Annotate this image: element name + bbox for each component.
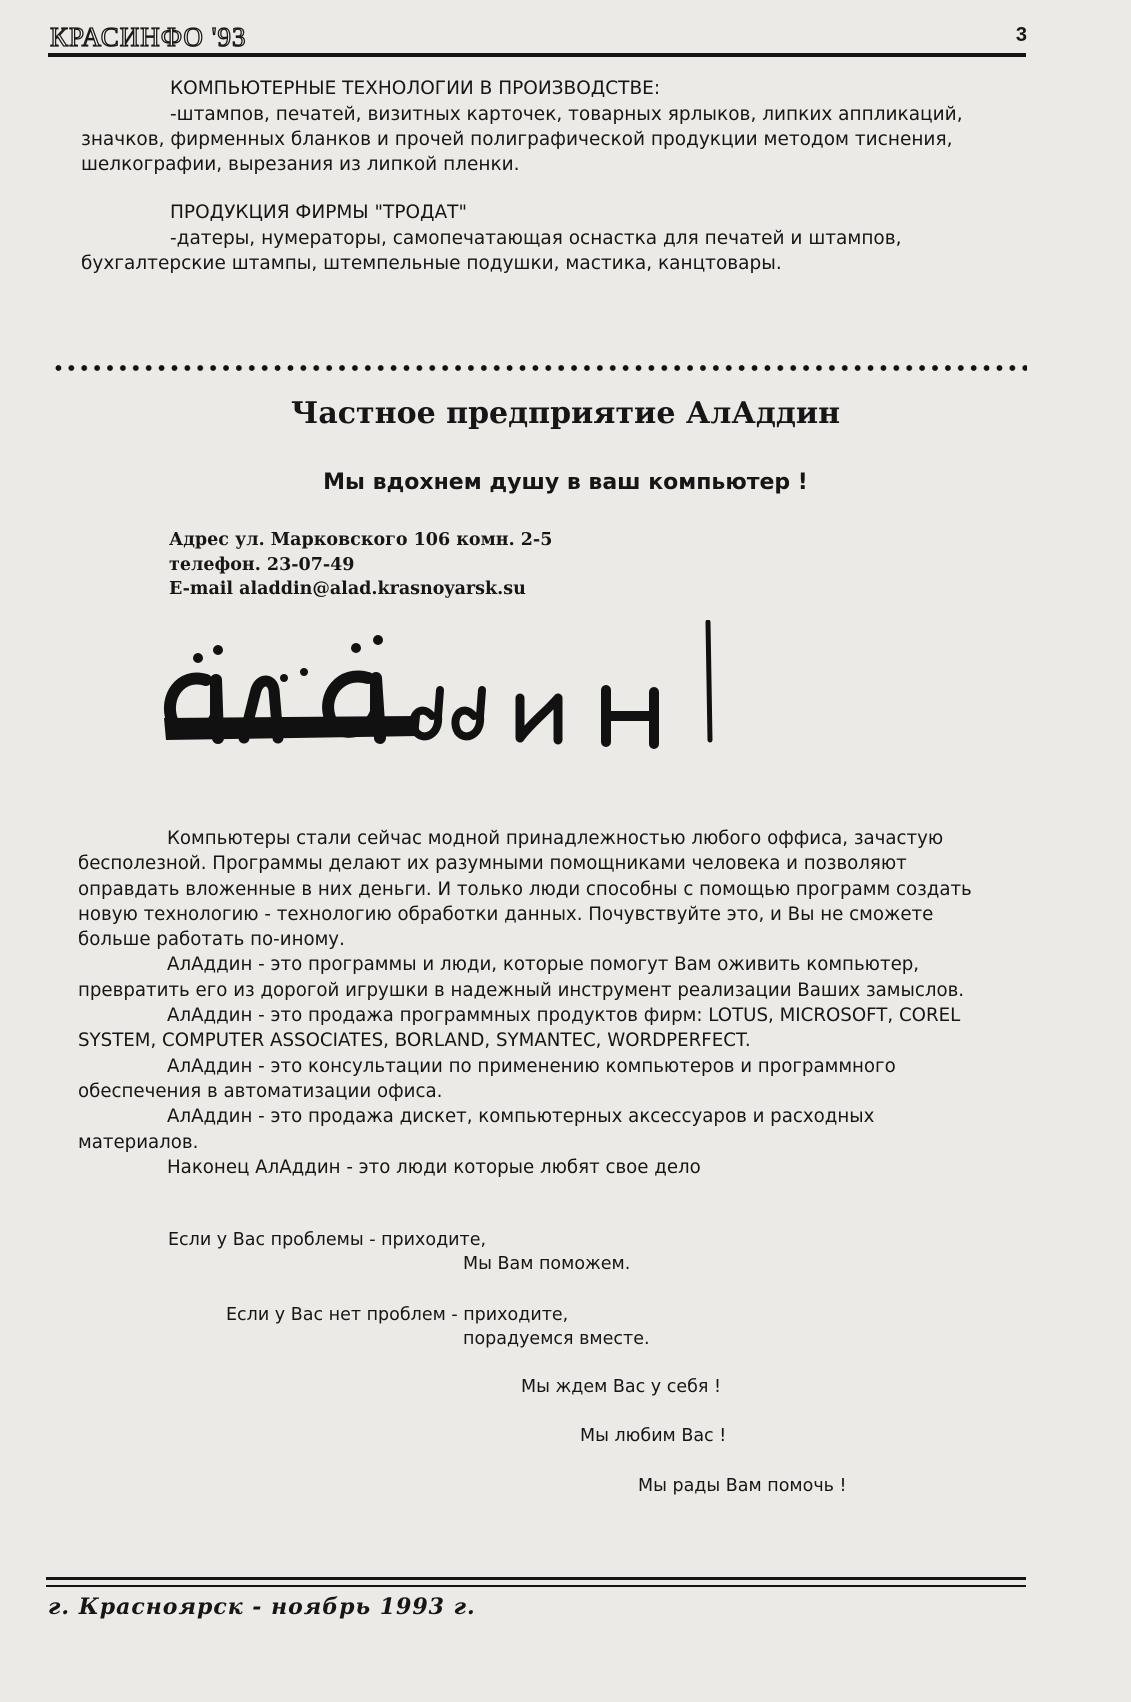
production-line-1: -штампов, печатей, визитных карточек, товарных ярлыков, липких аппликаций, <box>170 104 963 125</box>
header-rule <box>48 53 1026 57</box>
closing-line-7: Мы рады Вам помочь ! <box>638 1476 847 1496</box>
footer-rule <box>46 1577 1026 1580</box>
address: Адрес ул. Марковского 106 комн. 2-5 <box>169 530 553 550</box>
trodat-heading: ПРОДУКЦИЯ ФИРМЫ "ТРОДАТ" <box>170 202 467 223</box>
footer-rule-thin <box>46 1585 1026 1587</box>
dotted-separator <box>52 363 1027 373</box>
ad-paragraph: Наконец АлАддин - это люди которые любят свое дело <box>167 1156 701 1178</box>
ad-paragraph: АлАддин - это продажа программных продуктов фирм: LOTUS, MICROSOFT, COREL SYSTEM, COMPUTER ASSOCIATES, BORLAND, SYMANTEC, WORDPERFECT. <box>78 1005 961 1052</box>
closing-line-2: Мы Вам поможем. <box>463 1254 631 1274</box>
closing-line-4: порадуемся вместе. <box>463 1329 650 1349</box>
ad-paragraph: Компьютеры стали сейчас модной принадлежностью любого оффиса, зачастую бесполезной. Программы делают их разумными помощниками человека и позволяют оправдать вложенные в них деньги. И только люди способны с помощью программ создать новую технологию - технологию обработки данных. Почувствуйте это, и Вы не сможете больше работать по-иному. <box>78 828 972 951</box>
page-number: 3 <box>1015 24 1027 46</box>
masthead: КРАСИНФО '93 <box>50 22 247 52</box>
contact-block <box>169 528 552 602</box>
aladdin-logo <box>160 620 820 780</box>
ad-paragraph: АлАддин - это продажа дискет, компьютерных аксессуаров и расходных материалов. <box>78 1106 875 1153</box>
phone: телефон. 23-07-49 <box>169 554 355 575</box>
production-line-3: шелкографии, вырезания из липкой пленки. <box>81 154 520 175</box>
ad-paragraph: АлАддин - это программы и люди, которые помогут Вам оживить компьютер, превратить его из дорогой игрушки в надежный инструмент реализации Ваших замыслов. <box>78 954 965 1001</box>
trodat-line-2: бухгалтерские штампы, штемпельные подушки, мастика, канцтовары. <box>81 253 782 274</box>
closing-line-5: Мы ждем Вас у себя ! <box>521 1377 721 1397</box>
ad-title: Частное предприятие АлАддин <box>290 396 841 431</box>
production-line-2: значков, фирменных бланков и прочей полиграфической продукции методом тиснения, <box>81 129 953 150</box>
trodat-line-1: -датеры, нумераторы, самопечатающая оснастка для печатей и штампов, <box>170 228 902 249</box>
production-heading: КОМПЬЮТЕРНЫЕ ТЕХНОЛОГИИ В ПРОИЗВОДСТВЕ: <box>170 78 661 99</box>
closing-line-1: Если у Вас проблемы - приходите, <box>168 1230 487 1250</box>
closing-line-3: Если у Вас нет проблем - приходите, <box>226 1305 569 1325</box>
ad-paragraph: АлАддин - это консультации по применению компьютеров и программного обеспечения в автоматизации офиса. <box>78 1055 896 1102</box>
ad-body <box>78 826 990 1180</box>
closing-line-6: Мы любим Вас ! <box>580 1426 727 1446</box>
email: E-mail aladdin@alad.krasnoyarsk.su <box>169 579 526 599</box>
footer-dateline: г. Красноярск - ноябрь 1993 г. <box>48 1594 476 1620</box>
ad-slogan: Мы вдохнем душу в ваш компьютер ! <box>323 470 808 495</box>
